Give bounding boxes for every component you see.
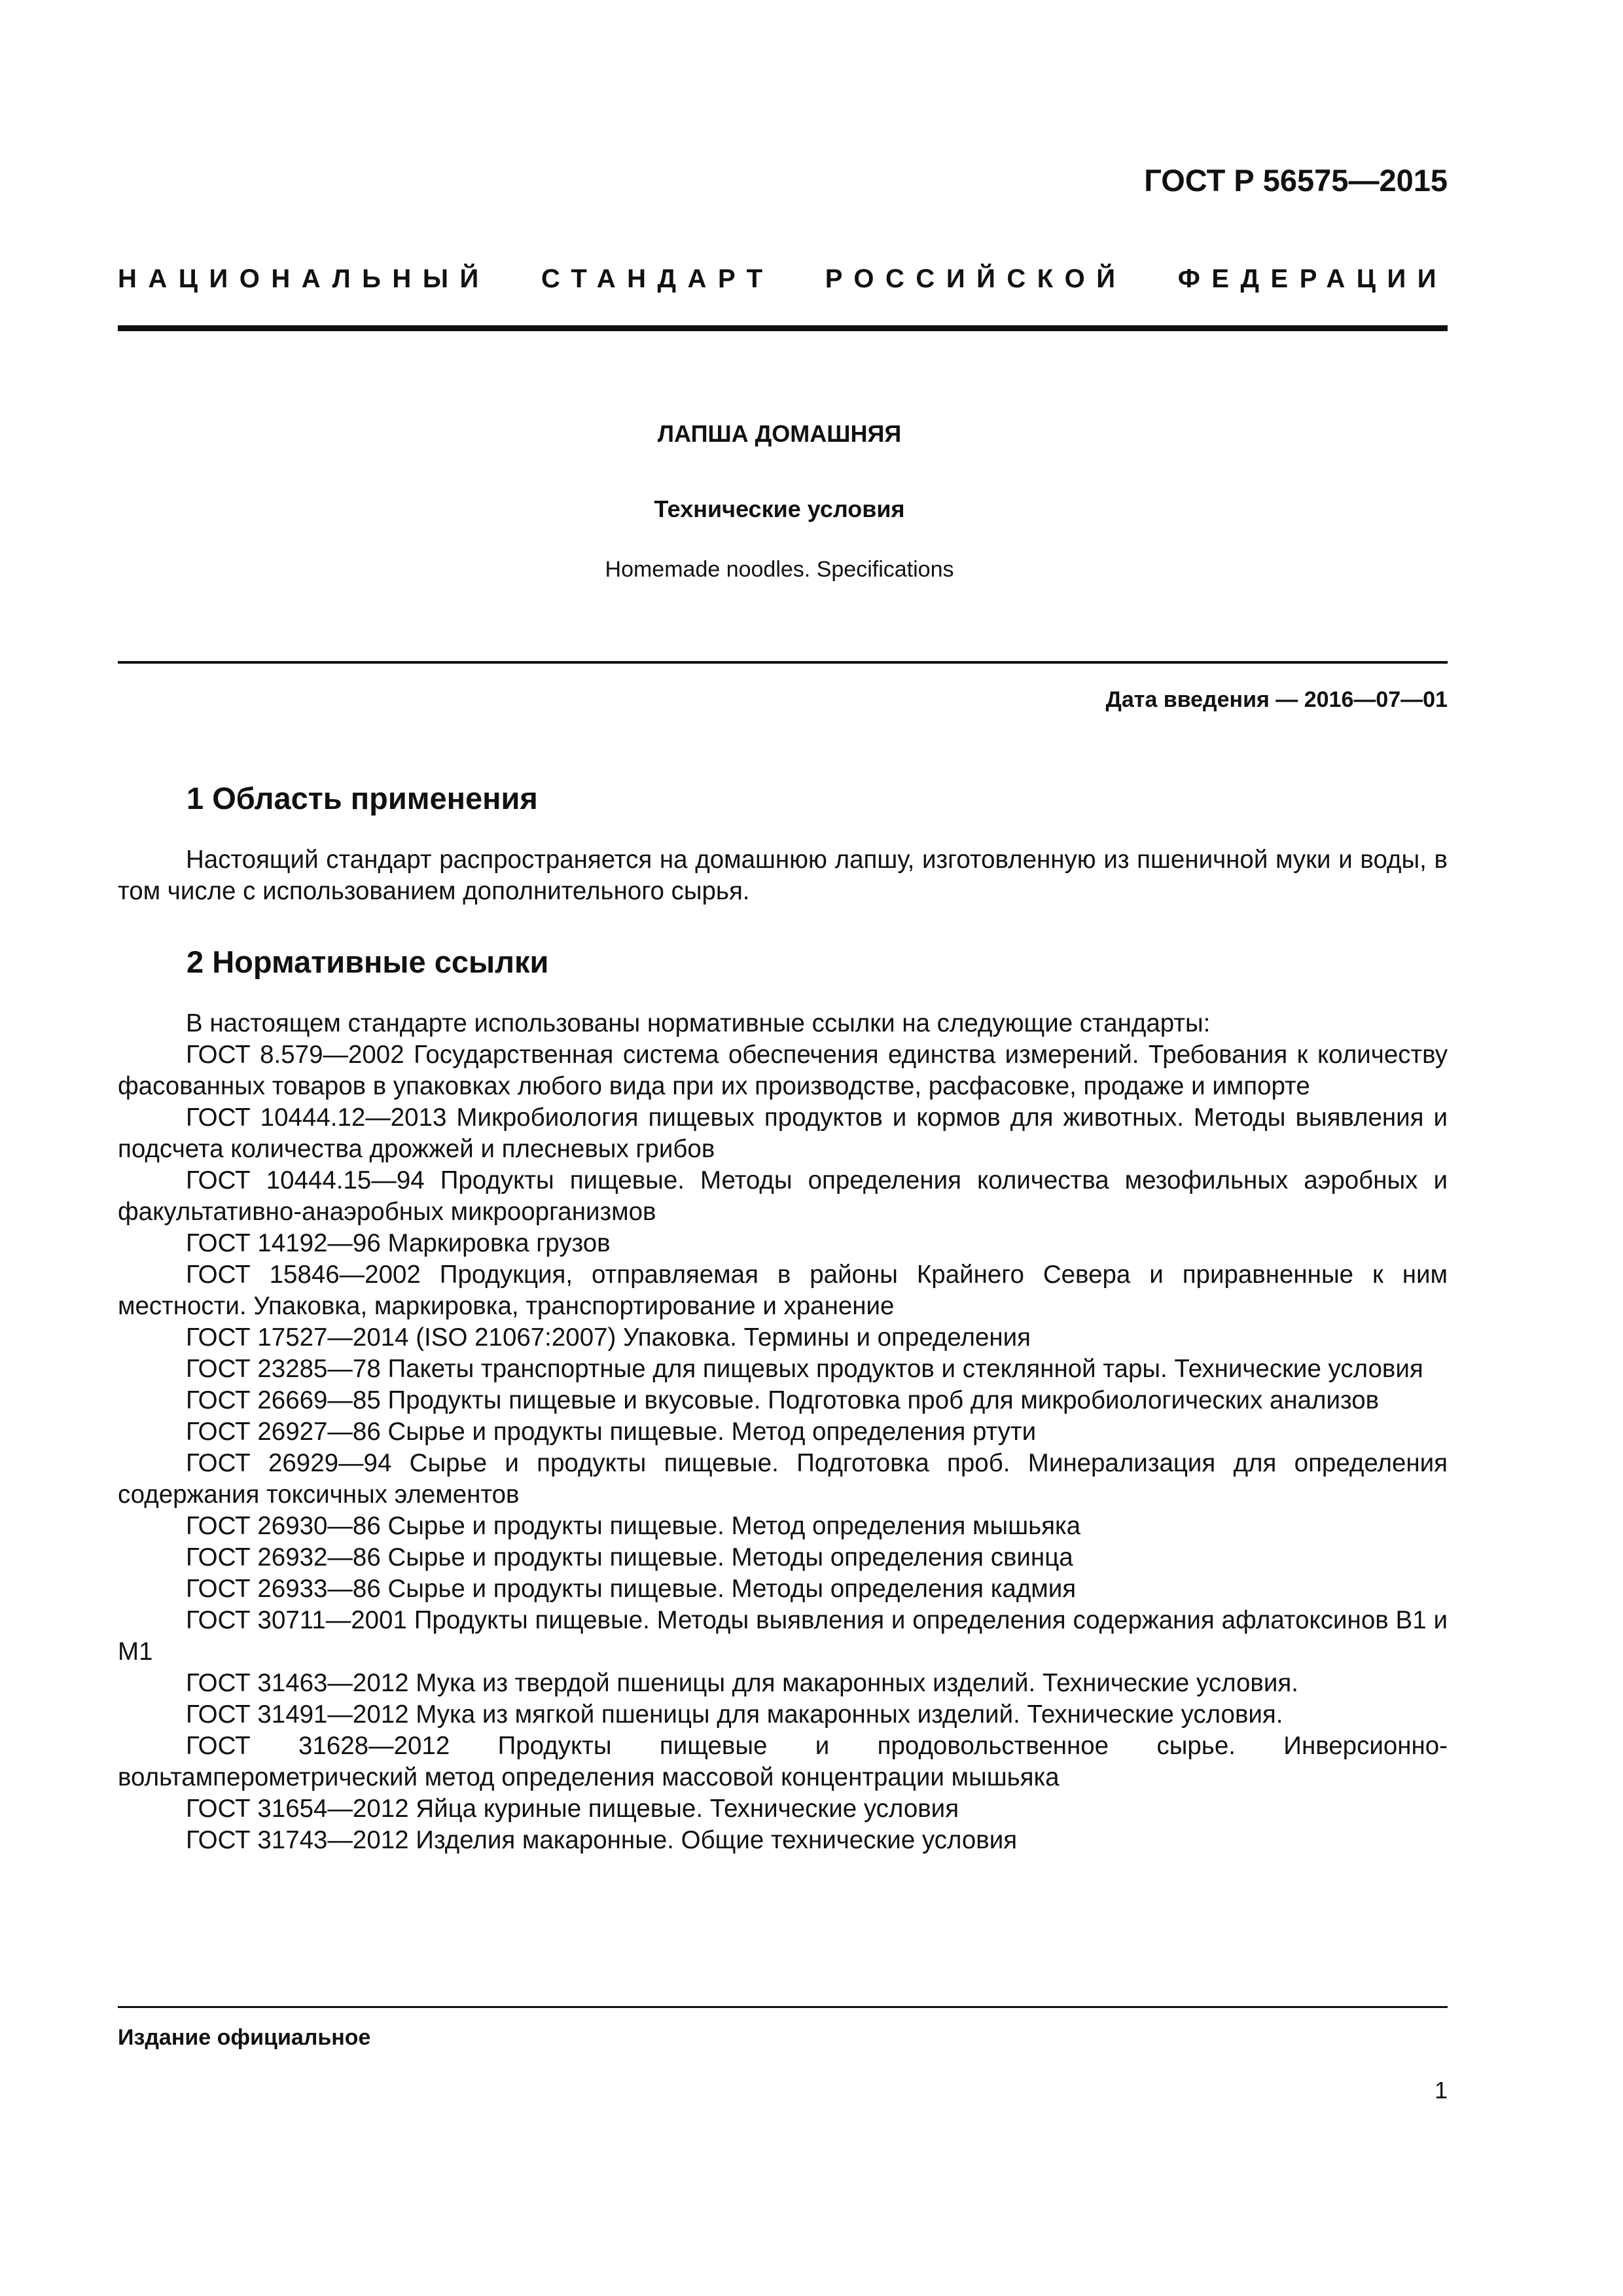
reference-item: ГОСТ 15846—2002 Продукция, отправляемая в районы Крайнего Севера и приравненные к ним местности. Упаковка, маркировка, транспортирование и хранение (118, 1261, 1448, 1320)
document-english-title: Homemade noodles. Specifications (605, 557, 954, 582)
section-1-body (118, 844, 1448, 907)
reference-item: ГОСТ 14192—96 Маркировка грузов (186, 1229, 611, 1257)
reference-item: ГОСТ 23285—78 Пакеты транспортные для пищевых продуктов и стеклянной тары. Технические условия (186, 1355, 1423, 1383)
reference-item: ГОСТ 26933—86 Сырье и продукты пищевые. Методы определения кадмия (186, 1575, 1077, 1603)
reference-item: ГОСТ 31628—2012 Продукты пищевые и продовольственное сырье. Инверсионно-вольтамперометрический метод определения массовой концентрации мышьяка (118, 1732, 1448, 1791)
section-1-heading: 1 Область применения (187, 781, 538, 816)
document-subtitle: Технические условия (654, 495, 905, 522)
page-number: 1 (1434, 2077, 1448, 2104)
reference-item: ГОСТ 8.579—2002 Государственная система обеспечения единства измерений. Требования к количеству фасованных товаров в упаковках любого вида при их производстве, расфасовке, продаже и импорте (118, 1041, 1448, 1100)
reference-item: ГОСТ 26929—94 Сырье и продукты пищевые. Подготовка проб. Минерализация для определения содержания токсичных элементов (118, 1449, 1448, 1509)
reference-item: ГОСТ 31463—2012 Мука из твердой пшеницы для макаронных изделий. Технические условия. (186, 1669, 1298, 1697)
section-2-heading: 2 Нормативные ссылки (187, 944, 549, 979)
reference-item: ГОСТ 26932—86 Сырье и продукты пищевые. Методы определения свинца (186, 1543, 1073, 1571)
reference-item: ГОСТ 31654—2012 Яйца куриные пищевые. Технические условия (186, 1795, 959, 1823)
reference-item: ГОСТ 31743—2012 Изделия макаронные. Общие технические условия (186, 1826, 1018, 1854)
document-number: ГОСТ Р 56575—2015 (1144, 163, 1448, 198)
footer-divider (118, 2006, 1448, 2008)
references-intro: В настоящем стандарте использованы нормативные ссылки на следующие стандарты: (186, 1009, 1211, 1037)
header-divider (118, 325, 1448, 331)
section-1-paragraph: Настоящий стандарт распространяется на домашнюю лапшу, изготовленную из пшеничной муки и воды, в том числе с использованием дополнительного сырья. (118, 846, 1448, 905)
introduction-date: Дата введения — 2016—07—01 (1105, 687, 1448, 712)
reference-item: ГОСТ 26669—85 Продукты пищевые и вкусовые. Подготовка проб для микробиологических анализов (186, 1386, 1380, 1414)
official-edition-label: Издание официальное (118, 2025, 371, 2050)
reference-item: ГОСТ 10444.12—2013 Микробиология пищевых продуктов и кормов для животных. Методы выявления и подсчета количества дрожжей и плесневых грибов (118, 1103, 1448, 1163)
reference-item: ГОСТ 10444.15—94 Продукты пищевые. Методы определения количества мезофильных аэробных и факультативно-анаэробных микроорганизмов (118, 1166, 1448, 1226)
reference-item: ГОСТ 26927—86 Сырье и продукты пищевые. Метод определения ртути (186, 1418, 1037, 1446)
reference-item: ГОСТ 30711—2001 Продукты пищевые. Методы выявления и определения содержания афлатоксинов В1 и М1 (118, 1606, 1448, 1666)
reference-item: ГОСТ 31491—2012 Мука из мягкой пшеницы для макаронных изделий. Технические условия. (186, 1700, 1283, 1729)
document-title: ЛАПША ДОМАШНЯЯ (657, 420, 902, 447)
reference-item: ГОСТ 17527—2014 (ISO 21067:2007) Упаковка. Термины и определения (186, 1323, 1031, 1352)
reference-item: ГОСТ 26930—86 Сырье и продукты пищевые. Метод определения мышьяка (186, 1512, 1081, 1540)
title-divider (118, 661, 1448, 664)
section-2-body (118, 1008, 1448, 1856)
national-standard-banner: НАЦИОНАЛЬНЫЙ СТАНДАРТ РОССИЙСКОЙ ФЕДЕРАЦИИ (118, 264, 1448, 293)
